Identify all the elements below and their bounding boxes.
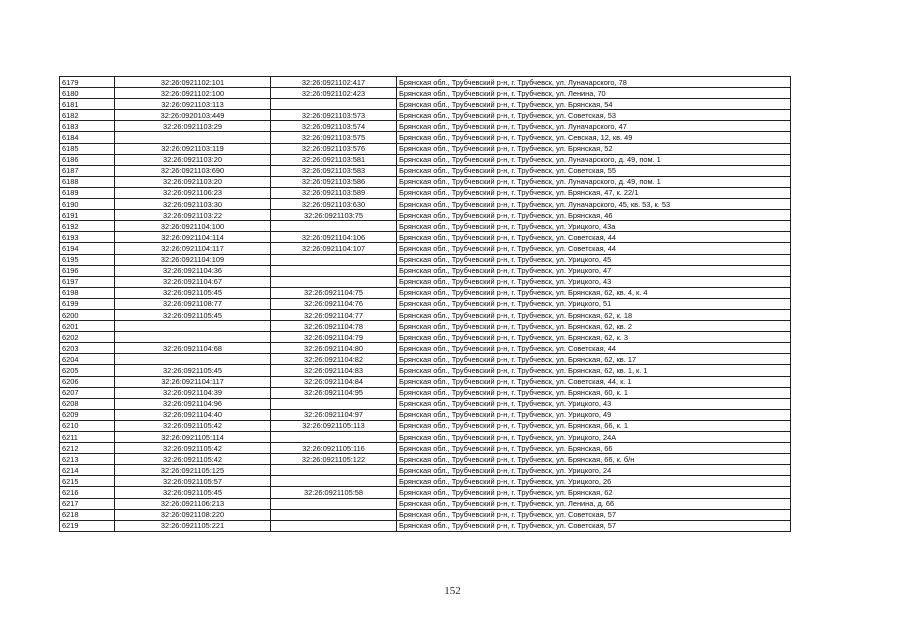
row-number-cell: 6209: [60, 409, 115, 420]
table-row: [60, 121, 791, 132]
table-row: [60, 265, 791, 276]
row-number-cell: 6201: [60, 321, 115, 332]
cadastral-number-cell: 32:26:0921103:30: [115, 199, 271, 210]
row-number-cell: 6198: [60, 287, 115, 298]
table-row: [60, 210, 791, 221]
object-number-cell: 32:26:0921102:423: [271, 88, 397, 99]
address-cell: Брянская обл., Трубчевский р-н, г. Трубчевск, ул. Урицкого, 47: [397, 265, 791, 276]
address-cell: Брянская обл., Трубчевский р-н, г. Трубчевск, ул. Брянская, 62, к. 3: [397, 332, 791, 343]
address-cell: Брянская обл., Трубчевский р-н, г. Трубчевск, ул. Советская, 57: [397, 520, 791, 531]
address-cell: Брянская обл., Трубчевский р-н, г. Трубчевск, ул. Советская, 55: [397, 165, 791, 176]
row-number-cell: 6211: [60, 432, 115, 443]
row-number-cell: 6190: [60, 199, 115, 210]
row-number-cell: 6207: [60, 387, 115, 398]
row-number-cell: 6187: [60, 165, 115, 176]
object-number-cell: 32:26:0921105:113: [271, 420, 397, 431]
object-number-cell: 32:26:0921102:417: [271, 77, 397, 88]
address-cell: Брянская обл., Трубчевский р-н, г. Трубчевск, ул. Советская, 44, к. 1: [397, 376, 791, 387]
address-cell: Брянская обл., Трубчевский р-н, г. Трубчевск, ул. Советская, 44: [397, 343, 791, 354]
row-number-cell: 6185: [60, 143, 115, 154]
object-number-cell: 32:26:0921104:106: [271, 232, 397, 243]
cadastral-number-cell: [115, 321, 271, 332]
object-number-cell: [271, 99, 397, 110]
address-cell: Брянская обл., Трубчевский р-н, г. Трубчевск, ул. Луначарского, 47: [397, 121, 791, 132]
row-number-cell: 6188: [60, 176, 115, 187]
row-number-cell: 6212: [60, 443, 115, 454]
cadastral-number-cell: 32:26:0921105:45: [115, 309, 271, 320]
address-cell: Брянская обл., Трубчевский р-н, г. Трубчевск, ул. Луначарского, д. 49, пом. 1: [397, 176, 791, 187]
row-number-cell: 6199: [60, 298, 115, 309]
address-cell: Брянская обл., Трубчевский р-н, г. Трубчевск, ул. Урицкого, 26: [397, 476, 791, 487]
table-row: [60, 132, 791, 143]
table-row: [60, 509, 791, 520]
table-row: [60, 99, 791, 110]
table-row: [60, 88, 791, 99]
object-number-cell: [271, 509, 397, 520]
object-number-cell: [271, 520, 397, 531]
object-number-cell: 32:26:0921104:95: [271, 387, 397, 398]
row-number-cell: 6182: [60, 110, 115, 121]
object-number-cell: 32:26:0921103:586: [271, 176, 397, 187]
cadastral-number-cell: 32:26:0921105:45: [115, 487, 271, 498]
object-number-cell: 32:26:0921103:589: [271, 187, 397, 198]
table-row: [60, 165, 791, 176]
table-row: [60, 243, 791, 254]
cadastral-number-cell: 32:26:0921105:42: [115, 420, 271, 431]
cadastral-number-cell: 32:26:0921104:40: [115, 409, 271, 420]
row-number-cell: 6200: [60, 309, 115, 320]
object-number-cell: 32:26:0921103:581: [271, 154, 397, 165]
address-cell: Брянская обл., Трубчевский р-н, г. Трубчевск, ул. Брянская, 62, кв. 2: [397, 321, 791, 332]
address-cell: Брянская обл., Трубчевский р-н, г. Трубчевск, ул. Советская, 57: [397, 509, 791, 520]
object-number-cell: 32:26:0921105:122: [271, 454, 397, 465]
object-number-cell: 32:26:0921104:84: [271, 376, 397, 387]
address-cell: Брянская обл., Трубчевский р-н, г. Трубчевск, ул. Брянская, 62, кв. 17: [397, 354, 791, 365]
cadastral-number-cell: 32:26:0921102:100: [115, 88, 271, 99]
table-row: [60, 77, 791, 88]
address-cell: Брянская обл., Трубчевский р-н, г. Трубчевск, ул. Урицкого, 24А: [397, 432, 791, 443]
address-cell: Брянская обл., Трубчевский р-н, г. Трубчевск, ул. Советская, 44: [397, 232, 791, 243]
cadastral-number-cell: 32:26:0921104:39: [115, 387, 271, 398]
cadastral-number-cell: 32:26:0921105:125: [115, 465, 271, 476]
table-row: [60, 454, 791, 465]
address-cell: Брянская обл., Трубчевский р-н, г. Трубчевск, ул. Брянская, 66, к. 1: [397, 420, 791, 431]
cadastral-number-cell: 32:26:0921103:20: [115, 176, 271, 187]
address-cell: Брянская обл., Трубчевский р-н, г. Трубчевск, ул. Брянская, 46: [397, 210, 791, 221]
table-row: [60, 232, 791, 243]
object-number-cell: 32:26:0921104:83: [271, 365, 397, 376]
cadastral-number-cell: 32:26:0921103:29: [115, 121, 271, 132]
address-cell: Брянская обл., Трубчевский р-н, г. Трубчевск, ул. Брянская, 60, к. 1: [397, 387, 791, 398]
object-number-cell: [271, 498, 397, 509]
row-number-cell: 6206: [60, 376, 115, 387]
row-number-cell: 6180: [60, 88, 115, 99]
address-cell: Брянская обл., Трубчевский р-н, г. Трубчевск, ул. Брянская, 66: [397, 443, 791, 454]
object-number-cell: 32:26:0921104:78: [271, 321, 397, 332]
table-row: [60, 365, 791, 376]
object-number-cell: [271, 276, 397, 287]
row-number-cell: 6186: [60, 154, 115, 165]
object-number-cell: 32:26:0921103:630: [271, 199, 397, 210]
address-cell: Брянская обл., Трубчевский р-н, г. Трубчевск, ул. Урицкого, 43: [397, 276, 791, 287]
cadastral-number-cell: 32:26:0921103:690: [115, 165, 271, 176]
table-row: [60, 498, 791, 509]
cadastral-number-cell: 32:26:0921103:22: [115, 210, 271, 221]
table-row: [60, 154, 791, 165]
object-number-cell: 32:26:0921103:75: [271, 210, 397, 221]
address-cell: Брянская обл., Трубчевский р-н, г. Трубчевск, ул. Луначарского, д. 49, пом. 1: [397, 154, 791, 165]
address-cell: Брянская обл., Трубчевский р-н, г. Трубчевск, ул. Урицкого, 43а: [397, 221, 791, 232]
object-number-cell: 32:26:0921104:77: [271, 309, 397, 320]
row-number-cell: 6214: [60, 465, 115, 476]
cadastral-number-cell: 32:26:0921105:45: [115, 287, 271, 298]
object-number-cell: 32:26:0921104:107: [271, 243, 397, 254]
address-cell: Брянская обл., Трубчевский р-н, г. Трубчевск, ул. Ленина, 70: [397, 88, 791, 99]
row-number-cell: 6203: [60, 343, 115, 354]
row-number-cell: 6195: [60, 254, 115, 265]
row-number-cell: 6194: [60, 243, 115, 254]
object-number-cell: [271, 254, 397, 265]
table-row: [60, 520, 791, 531]
row-number-cell: 6184: [60, 132, 115, 143]
table-row: [60, 387, 791, 398]
cadastral-number-cell: 32:26:0920103:449: [115, 110, 271, 121]
object-number-cell: 32:26:0921104:80: [271, 343, 397, 354]
object-number-cell: 32:26:0921104:82: [271, 354, 397, 365]
address-cell: Брянская обл., Трубчевский р-н, г. Трубчевск, ул. Советская, 44: [397, 243, 791, 254]
table-row: [60, 221, 791, 232]
row-number-cell: 6181: [60, 99, 115, 110]
cadastral-number-cell: 32:26:0921105:114: [115, 432, 271, 443]
address-cell: Брянская обл., Трубчевский р-н, г. Трубчевск, ул. Луначарского, 78: [397, 77, 791, 88]
table-row: [60, 443, 791, 454]
table-row: [60, 143, 791, 154]
row-number-cell: 6216: [60, 487, 115, 498]
cadastral-number-cell: 32:26:0921104:117: [115, 376, 271, 387]
cadastral-number-cell: 32:26:0921105:42: [115, 454, 271, 465]
cadastral-number-cell: [115, 332, 271, 343]
object-number-cell: [271, 221, 397, 232]
object-number-cell: 32:26:0921104:75: [271, 287, 397, 298]
cadastral-number-cell: 32:26:0921105:42: [115, 443, 271, 454]
object-number-cell: 32:26:0921104:97: [271, 409, 397, 420]
object-number-cell: [271, 265, 397, 276]
row-number-cell: 6179: [60, 77, 115, 88]
row-number-cell: 6197: [60, 276, 115, 287]
table-row: [60, 398, 791, 409]
cadastral-number-cell: 32:26:0921106:213: [115, 498, 271, 509]
address-cell: Брянская обл., Трубчевский р-н, г. Трубчевск, ул. Брянская, 62: [397, 487, 791, 498]
cadastral-number-cell: 32:26:0921104:100: [115, 221, 271, 232]
address-cell: Брянская обл., Трубчевский р-н, г. Трубчевск, ул. Урицкого, 24: [397, 465, 791, 476]
table-row: [60, 199, 791, 210]
address-cell: Брянская обл., Трубчевский р-н, г. Трубчевск, ул. Урицкого, 43: [397, 398, 791, 409]
row-number-cell: 6217: [60, 498, 115, 509]
table-row: [60, 276, 791, 287]
object-number-cell: 32:26:0921103:583: [271, 165, 397, 176]
row-number-cell: 6215: [60, 476, 115, 487]
cadastral-number-cell: [115, 354, 271, 365]
cadastral-number-cell: 32:26:0921104:114: [115, 232, 271, 243]
cadastral-registry-table: [59, 76, 791, 532]
table-row: [60, 176, 791, 187]
table-row: [60, 187, 791, 198]
registry-table-body: [60, 77, 791, 532]
address-cell: Брянская обл., Трубчевский р-н, г. Трубчевск, ул. Брянская, 66, к. б/н: [397, 454, 791, 465]
row-number-cell: 6183: [60, 121, 115, 132]
table-row: [60, 332, 791, 343]
table-row: [60, 465, 791, 476]
address-cell: Брянская обл., Трубчевский р-н, г. Трубчевск, ул. Брянская, 62, к. 18: [397, 309, 791, 320]
address-cell: Брянская обл., Трубчевский р-н, г. Трубчевск, ул. Ленина, д. 66: [397, 498, 791, 509]
object-number-cell: 32:26:0921103:574: [271, 121, 397, 132]
table-row: [60, 309, 791, 320]
row-number-cell: 6219: [60, 520, 115, 531]
address-cell: Брянская обл., Трубчевский р-н, г. Трубчевск, ул. Брянская, 54: [397, 99, 791, 110]
table-row: [60, 487, 791, 498]
cadastral-number-cell: 32:26:0921102:101: [115, 77, 271, 88]
table-row: [60, 110, 791, 121]
object-number-cell: [271, 432, 397, 443]
table-row: [60, 409, 791, 420]
address-cell: Брянская обл., Трубчевский р-н, г. Трубчевск, ул. Брянская, 62, кв. 4, к. 4: [397, 287, 791, 298]
address-cell: Брянская обл., Трубчевский р-н, г. Трубчевск, ул. Урицкого, 51: [397, 298, 791, 309]
object-number-cell: 32:26:0921103:575: [271, 132, 397, 143]
cadastral-number-cell: 32:26:0921103:113: [115, 99, 271, 110]
object-number-cell: 32:26:0921105:58: [271, 487, 397, 498]
cadastral-number-cell: 32:26:0921104:117: [115, 243, 271, 254]
address-cell: Брянская обл., Трубчевский р-н, г. Трубчевск, ул. Урицкого, 49: [397, 409, 791, 420]
row-number-cell: 6193: [60, 232, 115, 243]
table-row: [60, 376, 791, 387]
row-number-cell: 6213: [60, 454, 115, 465]
object-number-cell: [271, 476, 397, 487]
table-row: [60, 321, 791, 332]
row-number-cell: 6196: [60, 265, 115, 276]
cadastral-number-cell: 32:26:0921103:20: [115, 154, 271, 165]
address-cell: Брянская обл., Трубчевский р-н, г. Трубчевск, ул. Луначарского, 45, кв. 53, к. 53: [397, 199, 791, 210]
row-number-cell: 6218: [60, 509, 115, 520]
row-number-cell: 6192: [60, 221, 115, 232]
object-number-cell: 32:26:0921104:76: [271, 298, 397, 309]
row-number-cell: 6205: [60, 365, 115, 376]
cadastral-number-cell: 32:26:0921105:45: [115, 365, 271, 376]
table-row: [60, 298, 791, 309]
cadastral-number-cell: 32:26:0921104:36: [115, 265, 271, 276]
table-row: [60, 420, 791, 431]
object-number-cell: 32:26:0921104:79: [271, 332, 397, 343]
object-number-cell: 32:26:0921103:573: [271, 110, 397, 121]
cadastral-number-cell: 32:26:0921103:119: [115, 143, 271, 154]
row-number-cell: 6189: [60, 187, 115, 198]
cadastral-number-cell: 32:26:0921105:57: [115, 476, 271, 487]
cadastral-number-cell: 32:26:0921108:77: [115, 298, 271, 309]
cadastral-number-cell: 32:26:0921104:68: [115, 343, 271, 354]
address-cell: Брянская обл., Трубчевский р-н, г. Трубчевск, ул. Брянская, 62, кв. 1, к. 1: [397, 365, 791, 376]
object-number-cell: [271, 398, 397, 409]
cadastral-number-cell: 32:26:0921108:220: [115, 509, 271, 520]
cadastral-number-cell: 32:26:0921106:23: [115, 187, 271, 198]
object-number-cell: 32:26:0921105:116: [271, 443, 397, 454]
row-number-cell: 6191: [60, 210, 115, 221]
page-number: 152: [444, 585, 461, 597]
row-number-cell: 6204: [60, 354, 115, 365]
address-cell: Брянская обл., Трубчевский р-н, г. Трубчевск, ул. Урицкого, 45: [397, 254, 791, 265]
address-cell: Брянская обл., Трубчевский р-н, г. Трубчевск, ул. Севская, 12, кв. 49: [397, 132, 791, 143]
object-number-cell: [271, 465, 397, 476]
row-number-cell: 6202: [60, 332, 115, 343]
cadastral-number-cell: 32:26:0921104:67: [115, 276, 271, 287]
cadastral-number-cell: 32:26:0921105:221: [115, 520, 271, 531]
cadastral-number-cell: 32:26:0921104:109: [115, 254, 271, 265]
table-row: [60, 254, 791, 265]
object-number-cell: 32:26:0921103:576: [271, 143, 397, 154]
cadastral-number-cell: 32:26:0921104:96: [115, 398, 271, 409]
address-cell: Брянская обл., Трубчевский р-н, г. Трубчевск, ул. Брянская, 47, к. 22/1: [397, 187, 791, 198]
table-row: [60, 343, 791, 354]
row-number-cell: 6210: [60, 420, 115, 431]
table-row: [60, 354, 791, 365]
row-number-cell: 6208: [60, 398, 115, 409]
address-cell: Брянская обл., Трубчевский р-н, г. Трубчевск, ул. Советская, 53: [397, 110, 791, 121]
table-row: [60, 287, 791, 298]
table-row: [60, 476, 791, 487]
address-cell: Брянская обл., Трубчевский р-н, г. Трубчевск, ул. Брянская, 52: [397, 143, 791, 154]
cadastral-number-cell: [115, 132, 271, 143]
table-row: [60, 432, 791, 443]
